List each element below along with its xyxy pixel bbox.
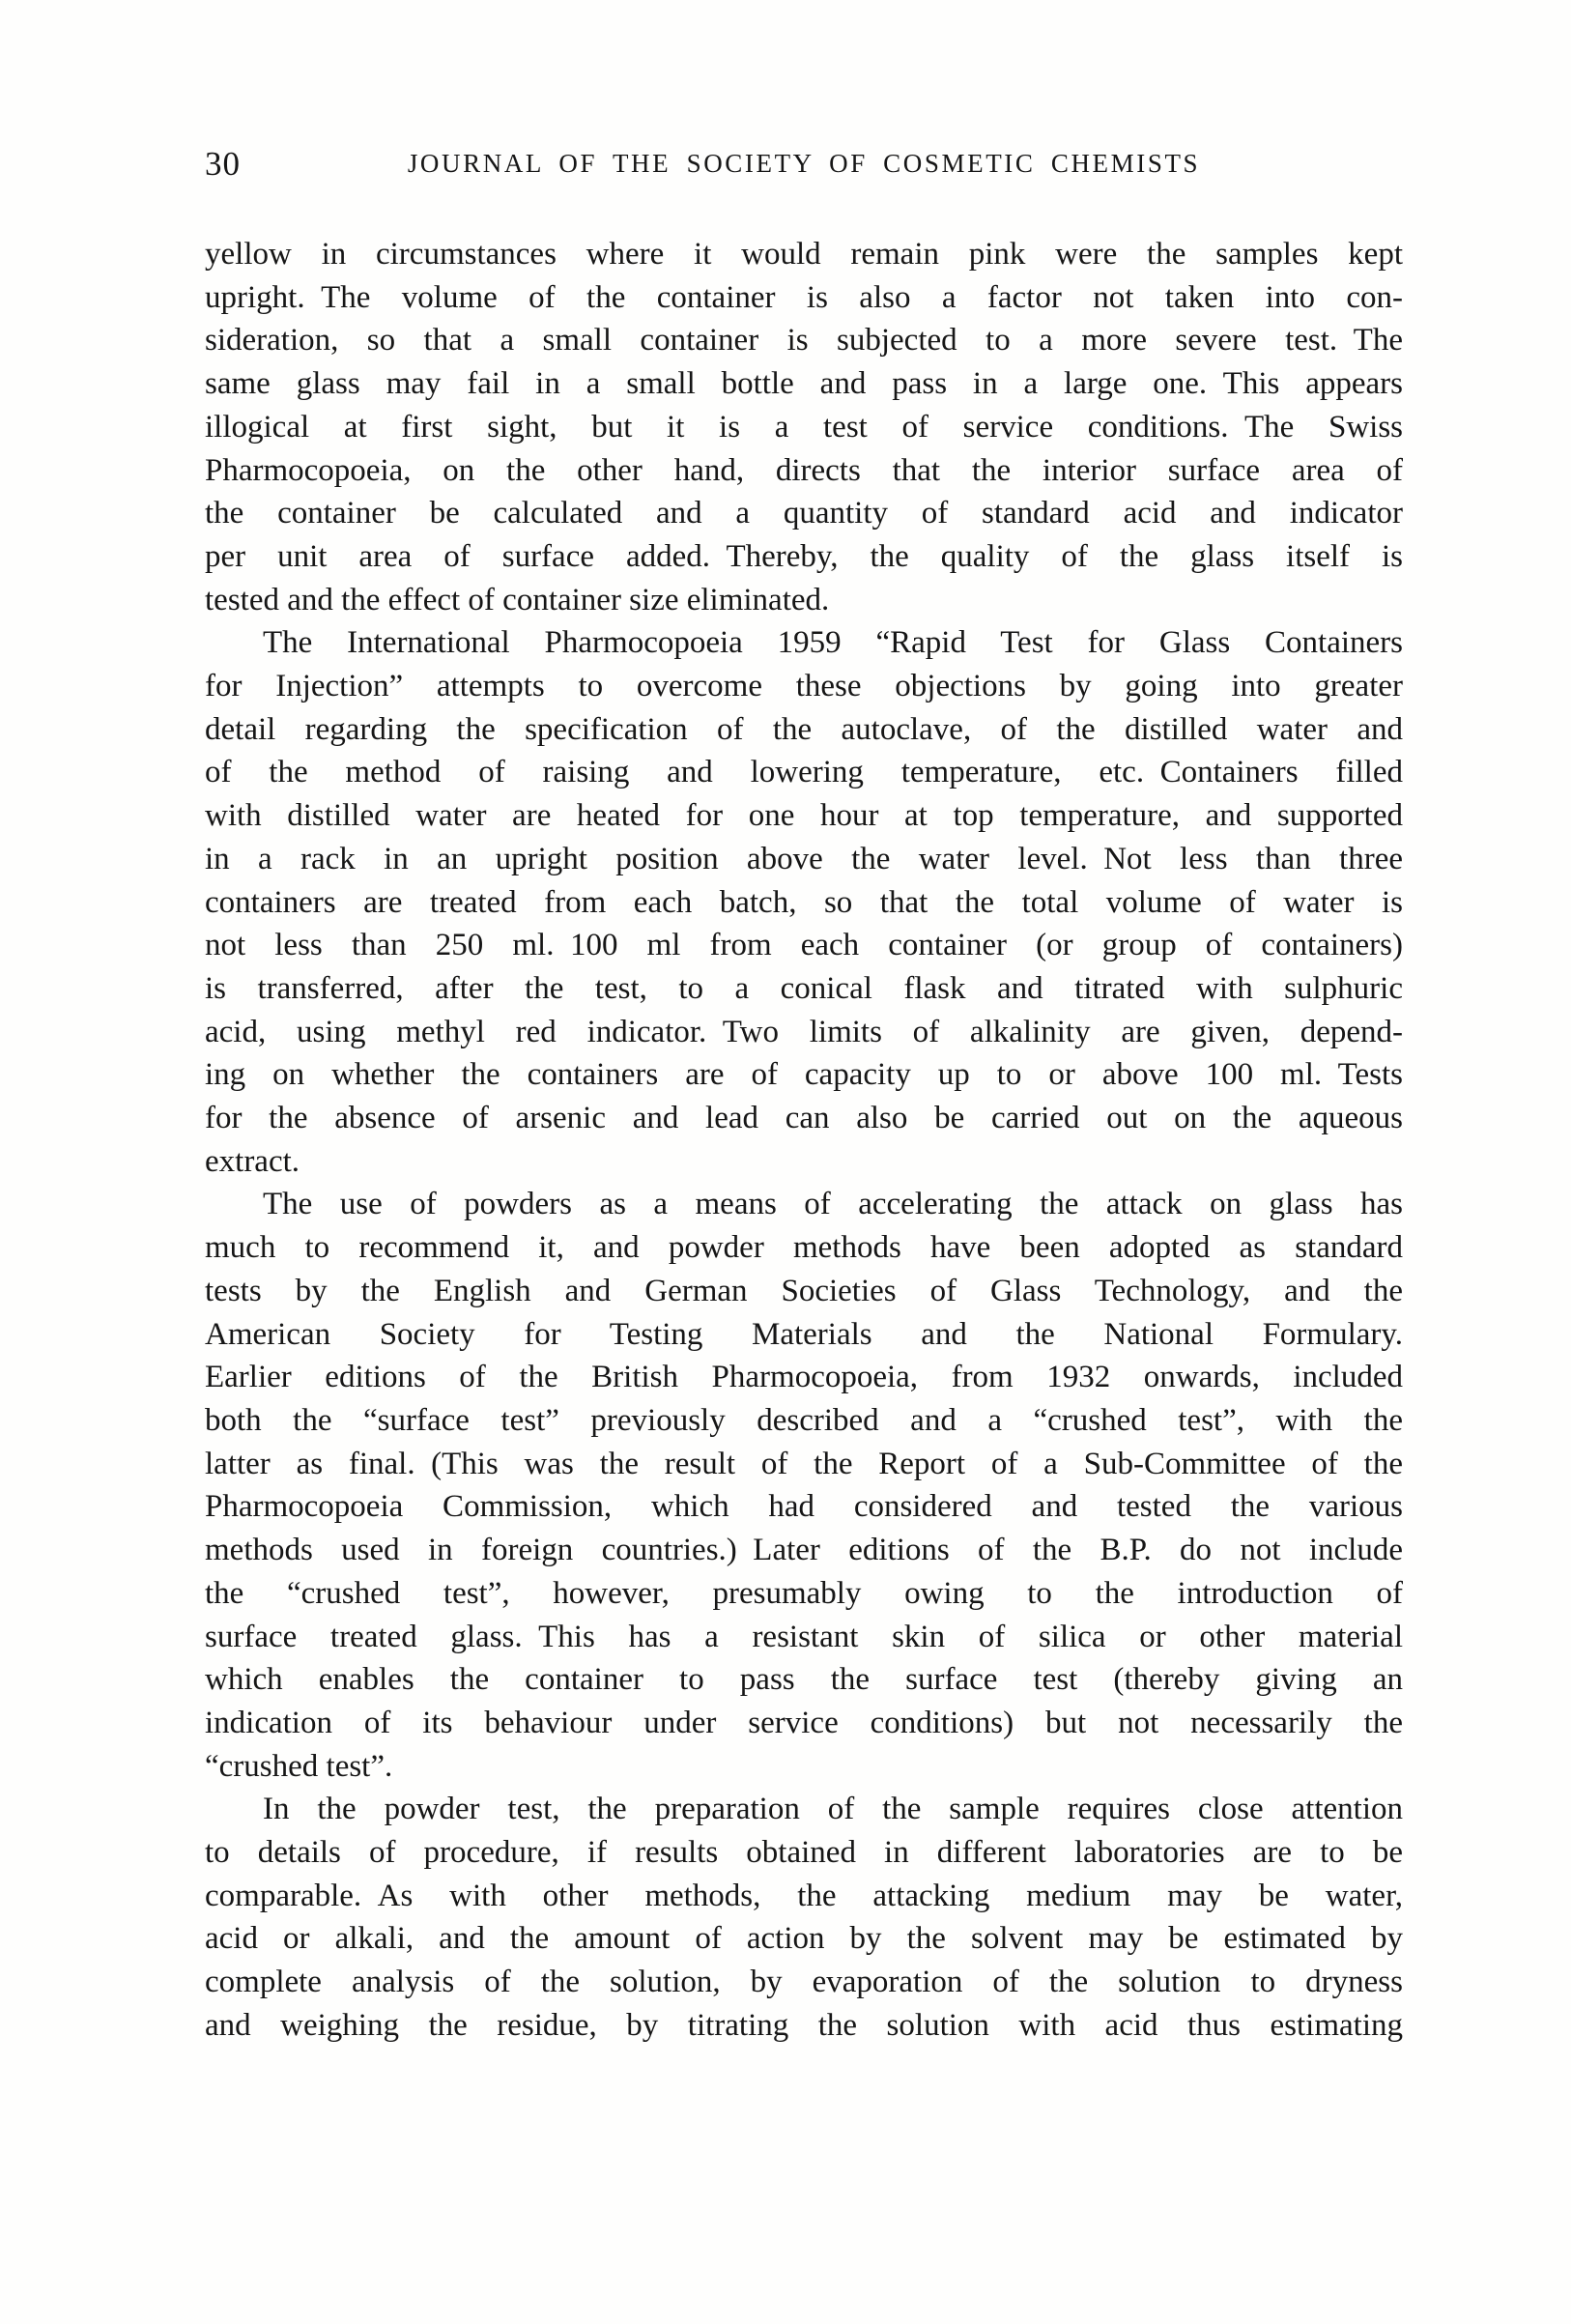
text-line: The International Pharmocopoeia 1959 “Rapid Test for Glass Containers: [263, 625, 1403, 661]
text-line: sideration, so that a small container is subjected to a more severe test. The: [205, 323, 1403, 359]
text-line: methods used in foreign countries.) Later editions of the B.P. do not include: [205, 1533, 1403, 1568]
text-line: to details of procedure, if results obtained in different laboratories are to be: [205, 1835, 1403, 1871]
text-line: of the method of raising and lowering temperature, etc. Containers filled: [205, 755, 1403, 790]
text-line: in a rack in an upright position above the water level. Not less than three: [205, 841, 1403, 876]
text-line: for the absence of arsenic and lead can also be carried out on the aqueous: [205, 1101, 1403, 1136]
text-line: upright. The volume of the container is also a factor not taken into con-: [205, 279, 1403, 315]
text-line: acid or alkali, and the amount of action by the solvent may be estimated by: [205, 1921, 1403, 1957]
text-line: Pharmocopoeia Commission, which had considered and tested the various: [205, 1489, 1403, 1525]
text-line: per unit area of surface added. Thereby, the quality of the glass itself is: [205, 538, 1403, 574]
text-line: and weighing the residue, by titrating the solution with acid thus estimating: [205, 2007, 1403, 2043]
paragraph: [205, 233, 1403, 621]
text-line: containers are treated from each batch, so that the total volume of water is: [205, 884, 1403, 920]
text-line: acid, using methyl red indicator. Two limits of alkalinity are given, depend-: [205, 1014, 1403, 1049]
text-line: The use of powders as a means of accelerating the attack on glass has: [263, 1187, 1403, 1222]
text-line: both the “surface test” previously described and a “crushed test”, with the: [205, 1402, 1403, 1438]
text-line: which enables the container to pass the surface test (thereby giving an: [205, 1662, 1403, 1698]
page-number: 30: [205, 145, 241, 183]
text-line: Earlier editions of the British Pharmocopoeia, from 1932 onwards, included: [205, 1360, 1403, 1395]
text-line: much to recommend it, and powder methods have been adopted as standard: [205, 1230, 1403, 1266]
text-line: “crushed test”.: [205, 1748, 393, 1784]
text-line: for Injection” attempts to overcome these objections by going into greater: [205, 669, 1403, 704]
text-line: Pharmocopoeia, on the other hand, directs that the interior surface area of: [205, 452, 1403, 488]
text-line: the container be calculated and a quantity of standard acid and indicator: [205, 496, 1403, 531]
text-line: indication of its behaviour under service conditions) but not necessarily the: [205, 1705, 1403, 1740]
text-line: with distilled water are heated for one hour at top temperature, and supported: [205, 798, 1403, 834]
text-line: tested and the effect of container size eliminated.: [205, 582, 830, 617]
text-line: extract.: [205, 1143, 300, 1179]
text-line: the “crushed test”, however, presumably owing to the introduction of: [205, 1575, 1403, 1611]
text-line: is transferred, after the test, to a conical flask and titrated with sulphuric: [205, 970, 1403, 1006]
paragraph: [205, 621, 1403, 1183]
text-line: comparable. As with other methods, the attacking medium may be water,: [205, 1878, 1403, 1913]
text-line: complete analysis of the solution, by evaporation of the solution to dryness: [205, 1965, 1403, 2000]
text-line: latter as final. (This was the result of the Report of a Sub-Committee of the: [205, 1446, 1403, 1481]
journal-title: JOURNAL OF THE SOCIETY OF COSMETIC CHEMISTS: [407, 149, 1201, 178]
text-line: American Society for Testing Materials and the National Formulary.: [205, 1316, 1403, 1352]
text-line: detail regarding the specification of the autoclave, of the distilled water and: [205, 711, 1403, 747]
article: [205, 233, 1403, 2048]
page-header: [205, 145, 1403, 187]
text-line: yellow in circumstances where it would remain pink were the samples kept: [205, 237, 1403, 272]
paragraph: [205, 1788, 1403, 2047]
text-line: tests by the English and German Societies of Glass Technology, and the: [205, 1273, 1403, 1308]
text-line: not less than 250 ml. 100 ml from each container (or group of containers): [205, 928, 1403, 963]
text-line: same glass may fail in a small bottle and pass in a large one. This appears: [205, 366, 1403, 402]
paragraph: [205, 1183, 1403, 1788]
text-line: surface treated glass. This has a resistant skin of silica or other material: [205, 1619, 1403, 1654]
text-line: illogical at first sight, but it is a test of service conditions. The Swiss: [205, 409, 1403, 445]
text-line: In the powder test, the preparation of the sample requires close attention: [263, 1792, 1403, 1827]
text-line: ing on whether the containers are of capacity up to or above 100 ml. Tests: [205, 1057, 1403, 1093]
